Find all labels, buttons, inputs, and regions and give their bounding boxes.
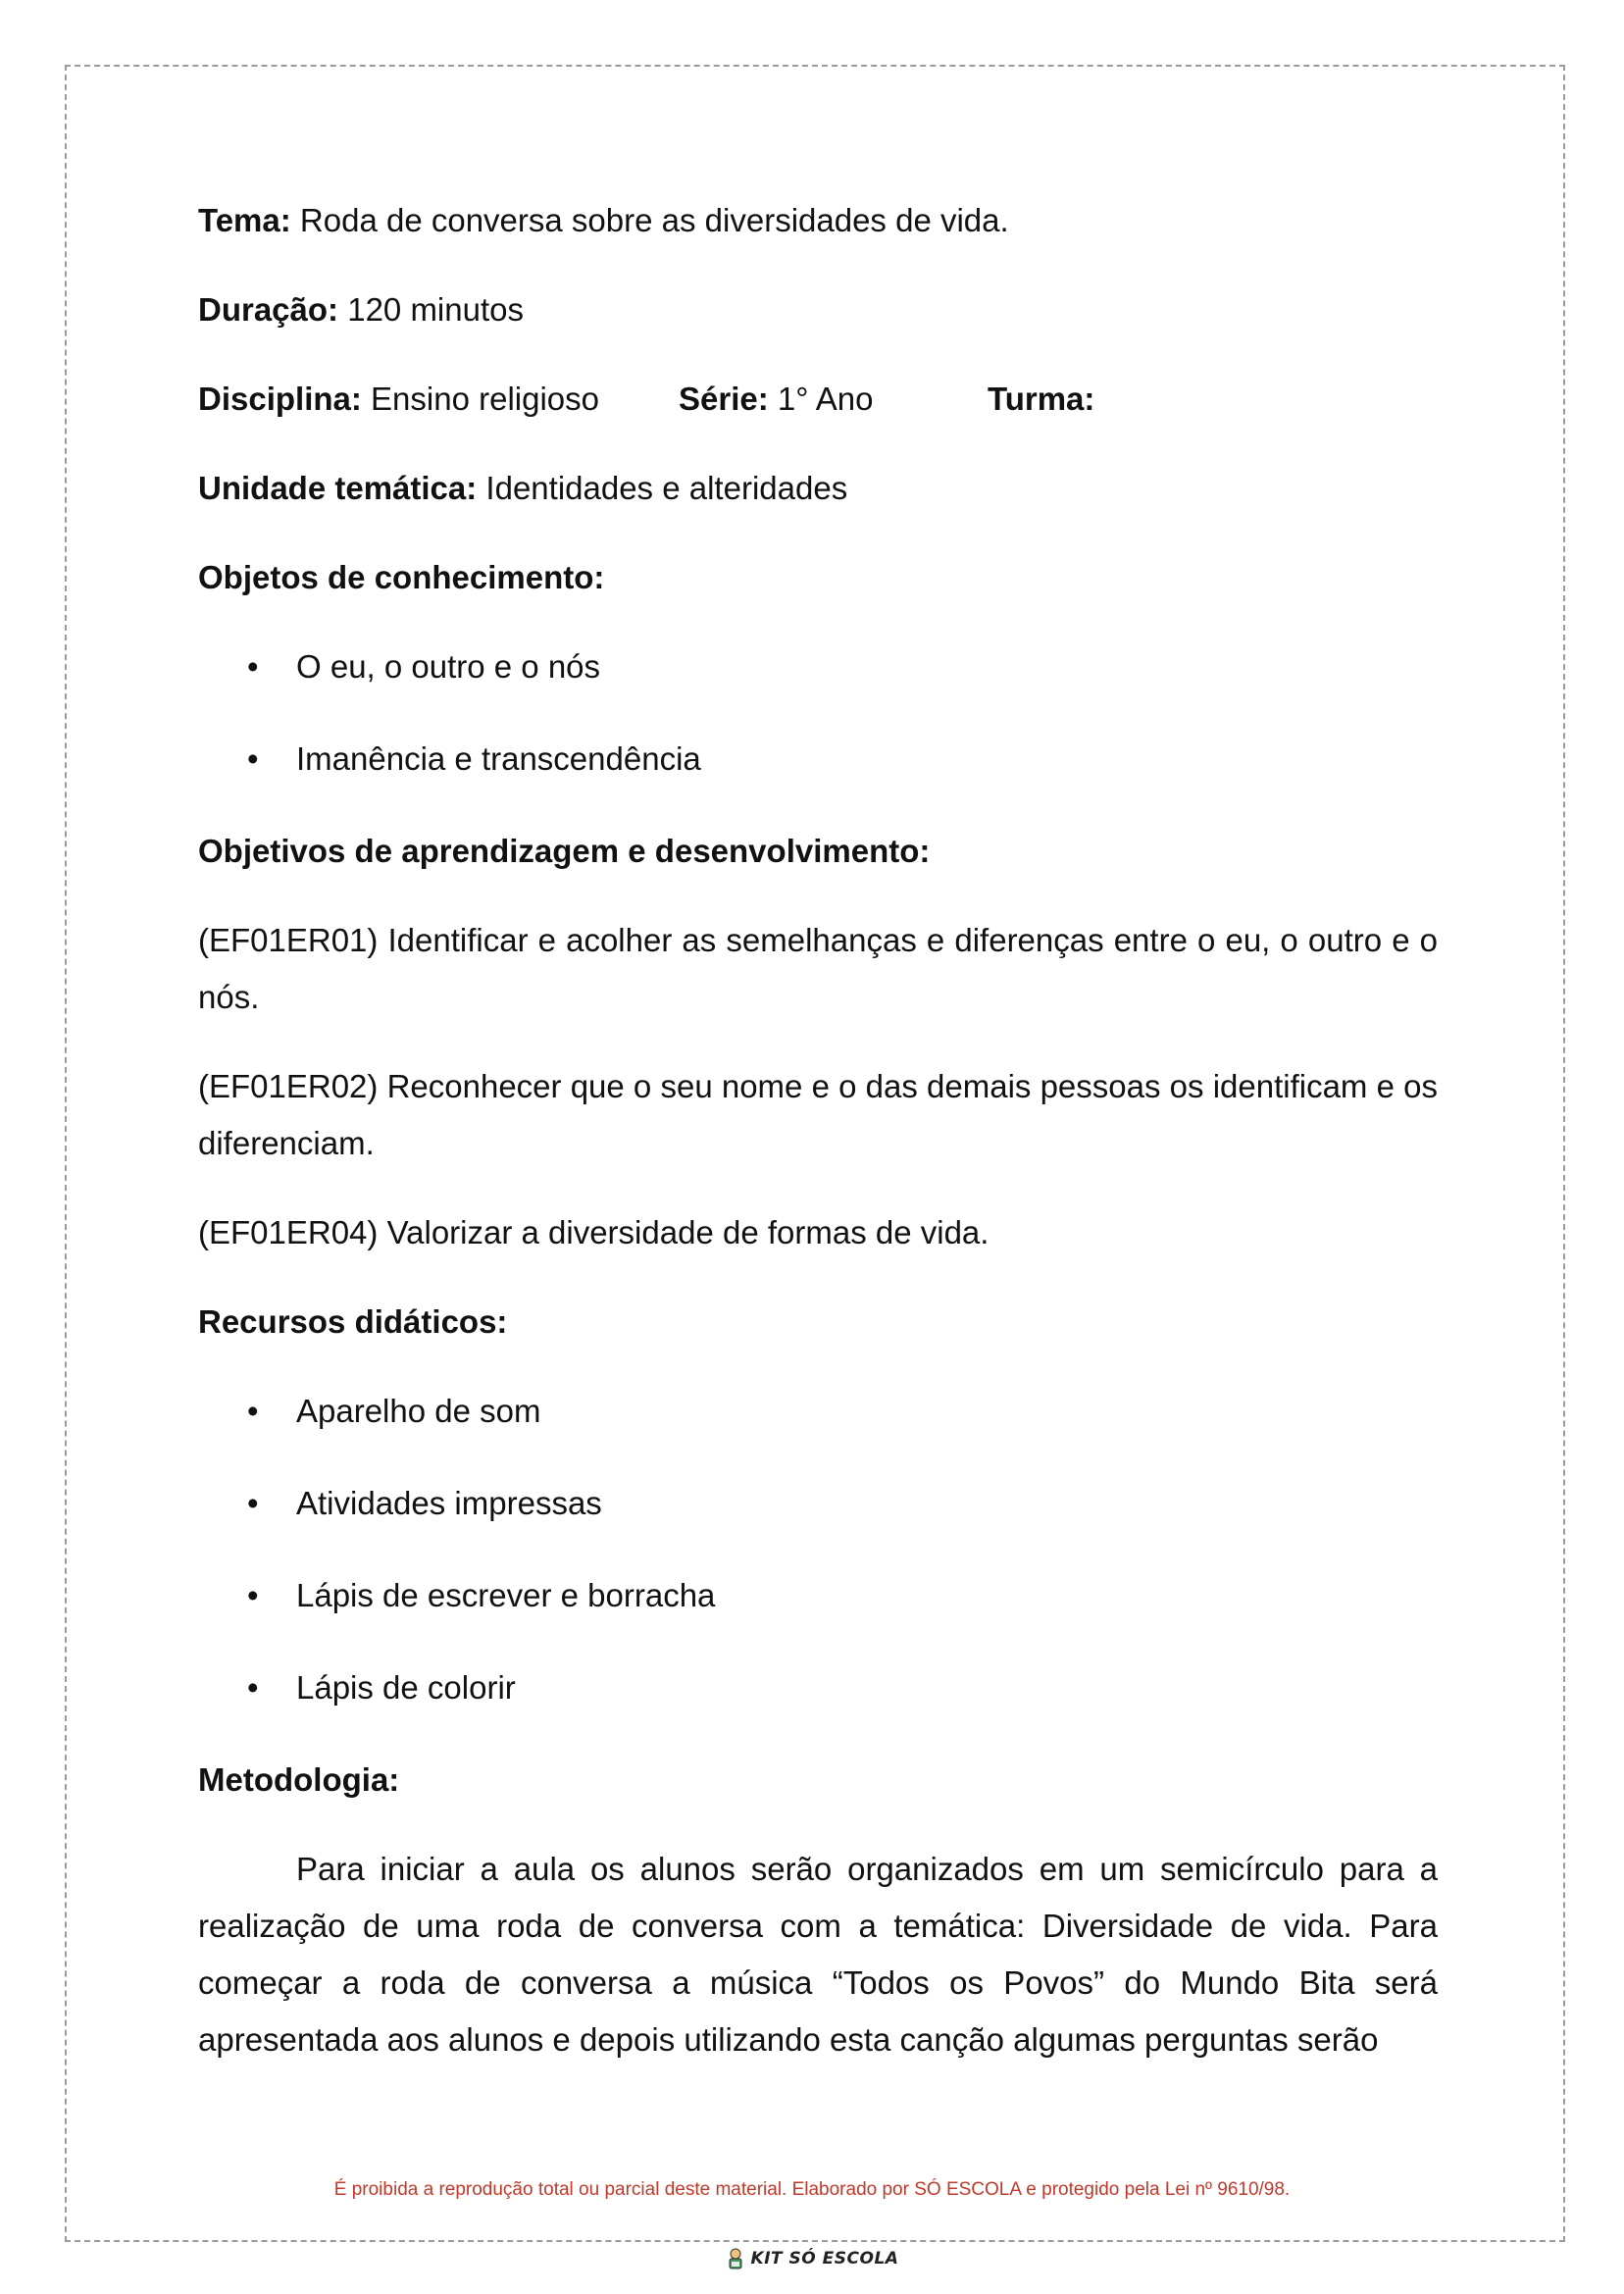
disciplina-label: Disciplina: — [198, 381, 362, 417]
objetivos-heading: Objetivos de aprendizagem e desenvolvimento: — [198, 833, 931, 869]
metodologia-paragraph: Para iniciar a aula os alunos serão organizados em um semicírculo para a realização de uma roda de conversa com a temática: Diversidade de vida. Para começar a roda de conversa a música “Todos os Povos” do Mundo Bita será apresentada aos alunos e depois utilizando esta canção algumas perguntas serão — [198, 1851, 1438, 2058]
objetos-list — [198, 638, 1438, 788]
brand-name: KIT SÓ ESCOLA — [750, 2249, 899, 2269]
lesson-plan — [198, 192, 1438, 2101]
tema-label: Tema: — [198, 202, 291, 238]
list-item: • Lápis de escrever e borracha — [198, 1567, 1438, 1624]
duracao-label: Duração: — [198, 291, 339, 328]
recursos-list — [198, 1383, 1438, 1716]
list-item: • Atividades impressas — [198, 1475, 1438, 1532]
tema-field — [198, 192, 1438, 249]
copyright-notice: É proibida a reprodução total ou parcial deste material. Elaborado por SÓ ESCOLA e protegido pela Lei nº 9610/98. — [333, 2179, 1291, 2200]
turma-label: Turma: — [988, 381, 1095, 417]
metodologia-heading: Metodologia: — [198, 1761, 400, 1798]
serie-label: Série: — [679, 381, 769, 417]
unidade-field — [198, 460, 1438, 517]
objetivo-ef01er04: (EF01ER04) Valorizar a diversidade de formas de vida. — [198, 1214, 990, 1250]
tema-value: Roda de conversa sobre as diversidades de vida. — [299, 202, 1009, 238]
objetivo-ef01er02: (EF01ER02) Reconhecer que o seu nome e o das demais pessoas os identificam e os diferenciam. — [198, 1068, 1438, 1161]
serie-field — [679, 371, 988, 428]
duracao-field — [198, 281, 1438, 338]
disciplina-value: Ensino religioso — [371, 381, 600, 417]
school-mascot-icon — [726, 2248, 745, 2269]
turma-field — [988, 371, 1282, 428]
list-item: • Imanência e transcendência — [198, 731, 1438, 788]
duracao-value: 120 minutos — [347, 291, 524, 328]
list-item: • Lápis de colorir — [198, 1659, 1438, 1716]
unidade-label: Unidade temática: — [198, 470, 478, 506]
objetos-heading: Objetos de conhecimento: — [198, 559, 605, 595]
serie-value: 1° Ano — [777, 381, 874, 417]
recursos-heading: Recursos didáticos: — [198, 1303, 508, 1340]
brand-logo — [0, 2248, 1624, 2269]
list-item: • Aparelho de som — [198, 1383, 1438, 1440]
objetivo-ef01er01: (EF01ER01) Identificar e acolher as semelhanças e diferenças entre o eu, o outro e o nós. — [198, 922, 1438, 1015]
list-item: • O eu, o outro e o nós — [198, 638, 1438, 695]
disciplina-field — [198, 371, 679, 428]
disciplina-row — [198, 371, 1438, 428]
unidade-value: Identidades e alteridades — [485, 470, 848, 506]
